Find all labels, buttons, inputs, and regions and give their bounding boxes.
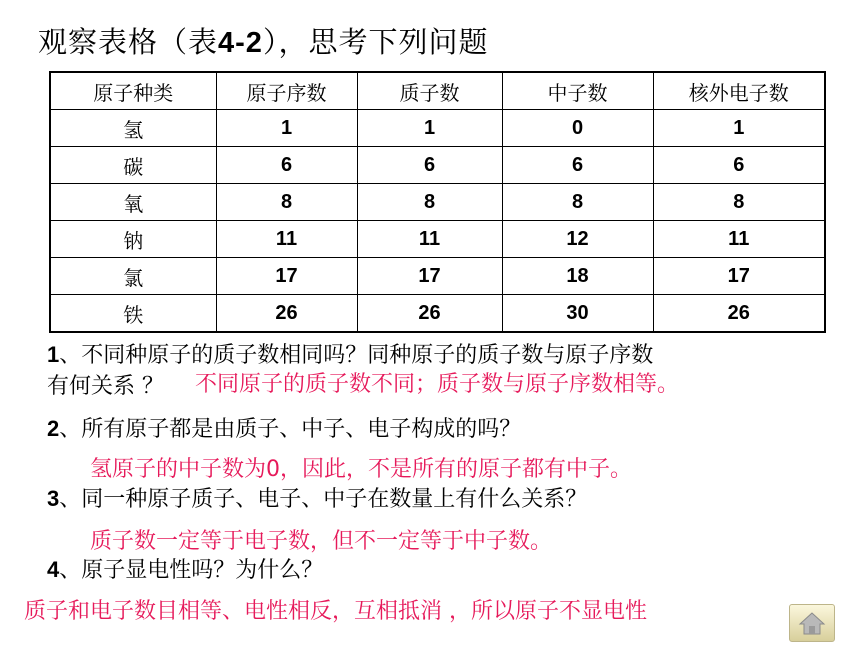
answer-2: 氢原子的中子数为0，因此，不是所有的原子都有中子。 [90,457,632,482]
table-cell: 8 [357,184,502,221]
table-cell: 17 [357,258,502,295]
table-cell: 6 [653,147,825,184]
table-cell: 26 [653,295,825,333]
table-cell: 0 [502,110,653,147]
table-cell: 26 [357,295,502,333]
table-cell: 26 [216,295,357,333]
table-cell: 氧 [50,184,216,221]
table-cell: 11 [357,221,502,258]
table-cell: 6 [502,147,653,184]
page-title: 观察表格（表4-2），思考下列问题 [38,25,489,59]
column-header: 原子种类 [50,72,216,110]
atom-table [49,71,826,333]
question-4: 4、原子显电性吗？为什么？ [47,557,324,583]
home-button[interactable] [789,604,835,642]
table-cell: 1 [357,110,502,147]
table-cell: 18 [502,258,653,295]
table-cell: 氯 [50,258,216,295]
table-cell: 30 [502,295,653,333]
table-cell: 6 [216,147,357,184]
table-row [50,147,825,184]
column-header: 质子数 [357,72,502,110]
table-cell: 8 [216,184,357,221]
question-1-cont: 有何关系 ？ [47,374,164,399]
table-header-row [50,72,825,110]
table-cell: 8 [502,184,653,221]
table-cell: 氢 [50,110,216,147]
table-cell: 铁 [50,295,216,333]
question-1: 1、不同种原子的质子数相同吗？同种原子的质子数与原子序数 [47,342,654,368]
table-cell: 8 [653,184,825,221]
table-cell: 17 [216,258,357,295]
table-row [50,295,825,333]
question-3: 3、同一种原子质子、电子、中子在数量上有什么关系？ [47,486,588,512]
home-icon [790,605,834,641]
table-cell: 12 [502,221,653,258]
table-cell: 11 [653,221,825,258]
table-row [50,258,825,295]
table-row [50,184,825,221]
column-header: 中子数 [502,72,653,110]
table-cell: 1 [216,110,357,147]
table-cell: 1 [653,110,825,147]
answer-3: 质子数一定等于电子数，但不一定等于中子数。 [90,529,553,554]
table-cell: 6 [357,147,502,184]
answer-1: 不同原子的质子数不同；质子数与原子序数相等。 [195,372,680,397]
table-cell: 碳 [50,147,216,184]
table-cell: 11 [216,221,357,258]
table-cell: 17 [653,258,825,295]
column-header: 原子序数 [216,72,357,110]
column-header: 核外电子数 [653,72,825,110]
table-row [50,221,825,258]
answer-4: 质子和电子数目相等、电性相反，互相抵消 ，所以原子不显电性 [24,599,647,624]
table-cell: 钠 [50,221,216,258]
table-row [50,110,825,147]
question-2: 2、所有原子都是由质子、中子、电子构成的吗？ [47,416,522,442]
